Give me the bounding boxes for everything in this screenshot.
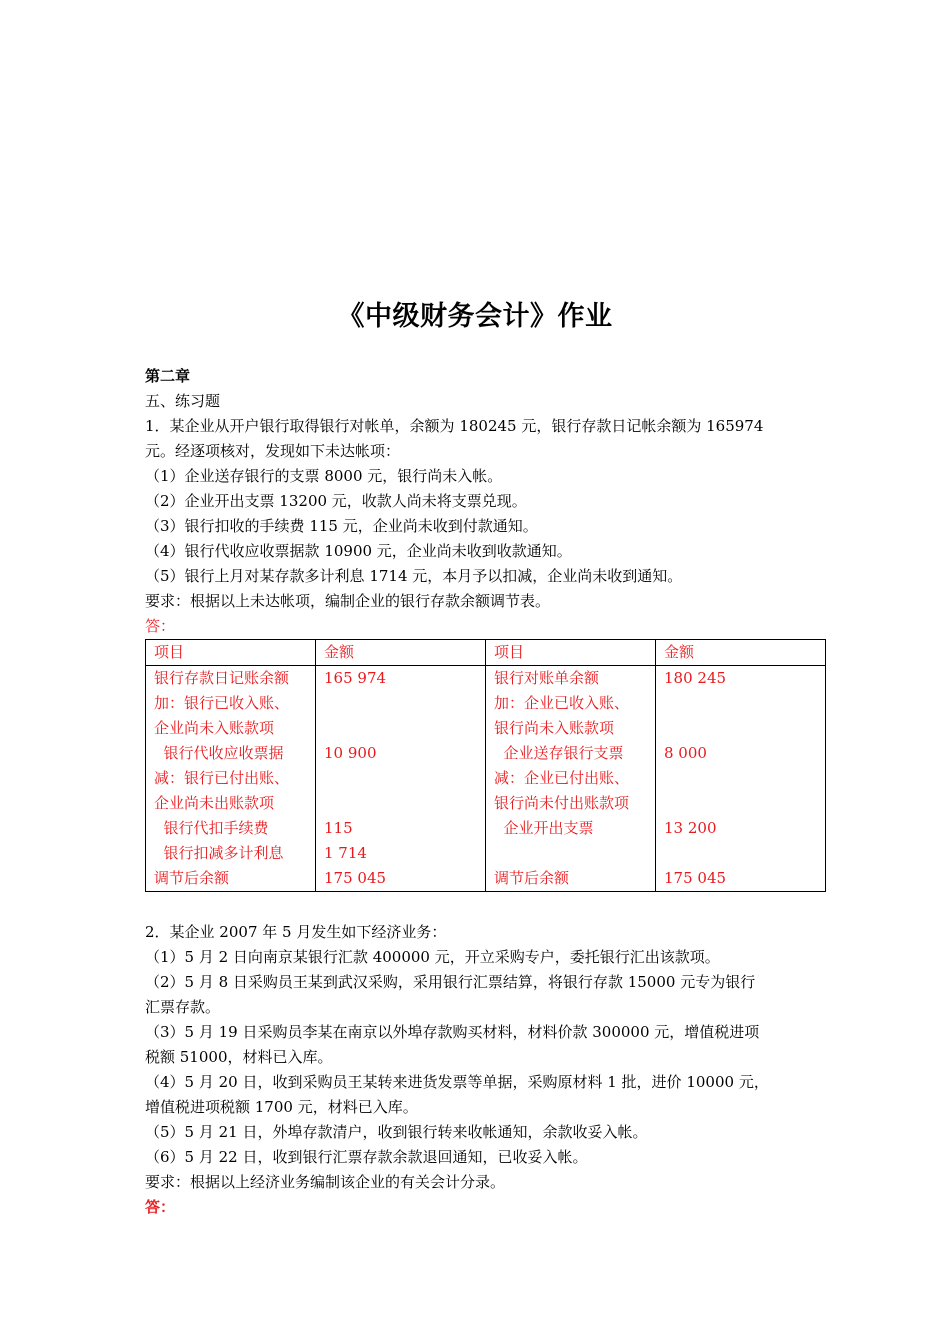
q1-stem-line1: 1．某企业从开户银行取得银行对帐单，余额为 180245 元，银行存款日记帐余额为 165974 bbox=[145, 417, 764, 435]
q1-requirement: 要求：根据以上未达帐项，编制企业的银行存款余额调节表。 bbox=[145, 592, 551, 610]
q2-item: （2）5 月 8 日采购员王某到武汉采购，采用银行汇票结算，将银行存款 15000 元专为银行 bbox=[145, 973, 756, 991]
table-cell bbox=[664, 791, 825, 816]
q1-stem-line2: 元。经逐项核对，发现如下未达帐项： bbox=[145, 442, 401, 460]
table-cell bbox=[664, 716, 825, 741]
q1-answer-label: 答： bbox=[145, 617, 176, 635]
enterprise-amounts-column bbox=[316, 666, 486, 892]
q1-item: （2）企业开出支票 13200 元，收款人尚未将支票兑现。 bbox=[145, 492, 527, 510]
table-cell: 调节后余额 bbox=[494, 869, 570, 887]
table-cell bbox=[664, 766, 825, 791]
bank-items-column bbox=[486, 666, 656, 892]
document-body bbox=[145, 364, 825, 1220]
table-cell: 加：银行已收入账、 bbox=[154, 694, 290, 712]
q2-item: （5）5 月 21 日，外埠存款清户，收到银行转来收帐通知，余款收妥入帐。 bbox=[145, 1123, 648, 1141]
table-cell: 13 200 bbox=[664, 819, 717, 837]
table-cell: 175 045 bbox=[324, 869, 387, 887]
q1-item: （5）银行上月对某存款多计利息 1714 元，本月予以扣减，企业尚未收到通知。 bbox=[145, 567, 683, 585]
table-body-row bbox=[146, 666, 826, 892]
q2-item: 汇票存款。 bbox=[145, 998, 221, 1016]
q2-stem: 2．某企业 2007 年 5 月发生如下经济业务： bbox=[145, 923, 447, 941]
table-cell: 175 045 bbox=[664, 869, 727, 887]
table-cell: 180 245 bbox=[664, 669, 727, 687]
q2-requirement: 要求：根据以上经济业务编制该企业的有关会计分录。 bbox=[145, 1173, 506, 1191]
table-cell bbox=[664, 691, 825, 716]
q2-item: 增值税进项税额 1700 元，材料已入库。 bbox=[145, 1098, 418, 1116]
table-cell: 银行尚未付出账款项 bbox=[494, 794, 630, 812]
table-cell: 企业送存银行支票 bbox=[494, 744, 624, 762]
table-cell: 165 974 bbox=[324, 669, 387, 687]
table-cell: 银行对账单余额 bbox=[494, 669, 600, 687]
table-cell: 调节后余额 bbox=[154, 869, 230, 887]
section-heading: 五、练习题 bbox=[145, 392, 221, 410]
table-cell: 减：银行已付出账、 bbox=[154, 769, 290, 787]
table-cell: 加：企业已收入账、 bbox=[494, 694, 630, 712]
q2-item: 税额 51000，材料已入库。 bbox=[145, 1048, 333, 1066]
table-cell: 银行扣减多计利息 bbox=[154, 844, 284, 862]
q2-item: （3）5 月 19 日采购员李某在南京以外埠存款购买材料，材料价款 300000 元，增值税进项 bbox=[145, 1023, 760, 1041]
table-cell: 8 000 bbox=[664, 744, 707, 762]
bank-amounts-column bbox=[656, 666, 826, 892]
table-header-cell: 金额 bbox=[316, 640, 486, 666]
spacer bbox=[145, 892, 825, 920]
q1-item: （3）银行扣收的手续费 115 元，企业尚未收到付款通知。 bbox=[145, 517, 538, 535]
table-header-cell: 项目 bbox=[146, 640, 316, 666]
table-cell: 银行代收应收票据 bbox=[154, 744, 284, 762]
table-cell: 企业尚未入账款项 bbox=[154, 719, 275, 737]
q2-item: （1）5 月 2 日向南京某银行汇款 400000 元，开立采购专户，委托银行汇出该款项。 bbox=[145, 948, 720, 966]
table-header-cell: 项目 bbox=[486, 640, 656, 666]
reconciliation-table bbox=[145, 639, 826, 892]
table-cell: 减：企业已付出账、 bbox=[494, 769, 630, 787]
table-header-row bbox=[146, 640, 826, 666]
table-cell: 企业尚未出账款项 bbox=[154, 794, 275, 812]
table-cell bbox=[324, 716, 485, 741]
table-cell bbox=[664, 841, 825, 866]
q2-item: （6）5 月 22 日，收到银行汇票存款余款退回通知，已收妥入帐。 bbox=[145, 1148, 588, 1166]
table-header-cell: 金额 bbox=[656, 640, 826, 666]
table-cell bbox=[324, 766, 485, 791]
q2-item: （4）5 月 20 日，收到采购员王某转来进货发票等单据，采购原材料 1 批，进价 10000 元， bbox=[145, 1073, 769, 1091]
table-cell: 银行存款日记账余额 bbox=[154, 669, 290, 687]
table-cell bbox=[324, 691, 485, 716]
enterprise-items-column bbox=[146, 666, 316, 892]
table-cell: 1 714 bbox=[324, 844, 367, 862]
table-cell bbox=[324, 791, 485, 816]
table-cell: 115 bbox=[324, 819, 353, 837]
q1-item: （1）企业送存银行的支票 8000 元，银行尚未入帐。 bbox=[145, 467, 503, 485]
table-cell: 企业开出支票 bbox=[494, 819, 594, 837]
q2-answer-label: 答： bbox=[145, 1198, 176, 1216]
table-cell: 银行尚未入账款项 bbox=[494, 719, 615, 737]
chapter-heading: 第二章 bbox=[145, 367, 191, 385]
q1-item: （4）银行代收应收票据款 10900 元，企业尚未收到收款通知。 bbox=[145, 542, 572, 560]
document-title: 《中级财务会计》作业 bbox=[337, 301, 613, 332]
table-cell: 银行代扣手续费 bbox=[154, 819, 269, 837]
table-cell bbox=[494, 841, 655, 866]
table-cell: 10 900 bbox=[324, 744, 377, 762]
